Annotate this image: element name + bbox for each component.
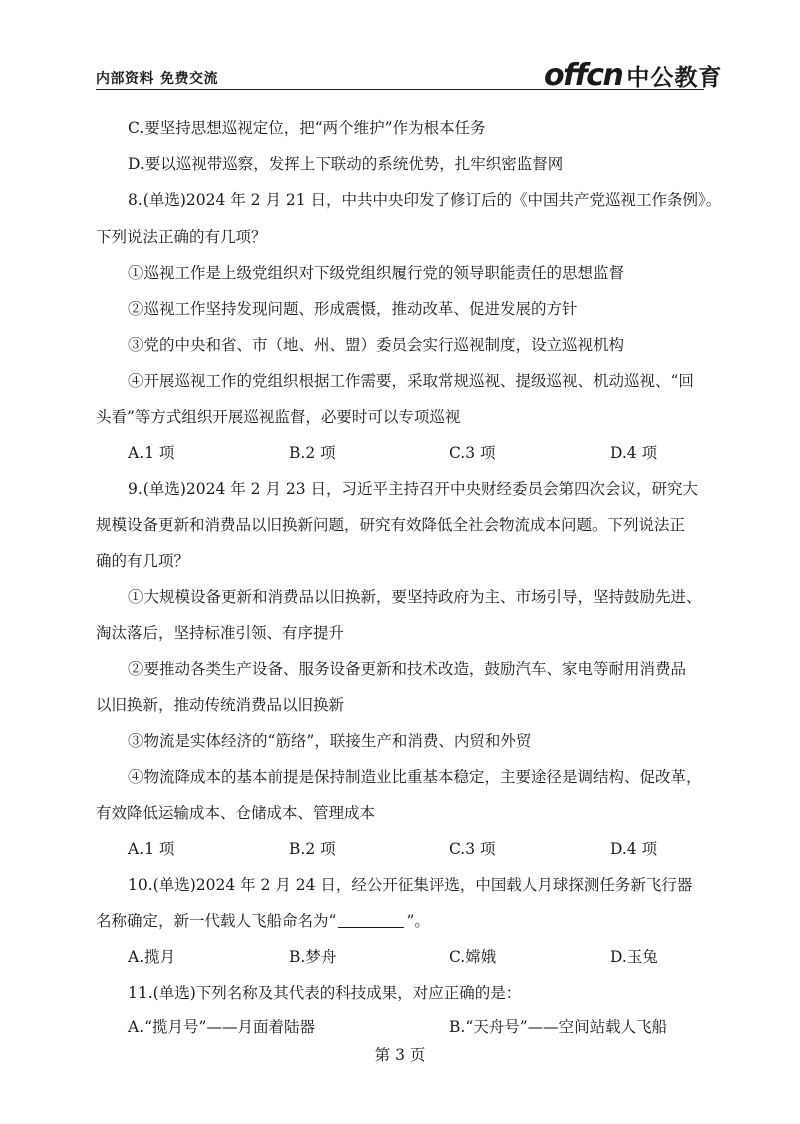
q8-option-c: C.3 项: [449, 444, 496, 462]
q9-statement-4: ④物流降成本的基本前提是保持制造业比重基本稳定，主要途径是调结构、促改革，: [128, 768, 702, 786]
question-11-stem: 11.(单选)下列名称及其代表的科技成果，对应正确的是：: [128, 984, 522, 1002]
question-9-stem-cont: 规模设备更新和消费品以旧换新问题，研究有效降低全社会物流成本问题。下列说法正: [96, 516, 686, 534]
header-label-free: 免费交流: [160, 71, 218, 87]
question-9-stem-end: 确的有几项？: [96, 552, 190, 570]
q10-option-d: D.玉兔: [610, 948, 658, 966]
question-8-stem-cont: 下列说法正确的有几项？: [96, 228, 267, 246]
q8-statement-4: ④开展巡视工作的党组织根据工作需要，采取常规巡视、提级巡视、机动巡视、“回: [128, 372, 694, 390]
q9-statement-2: ②要推动各类生产设备、服务设备更新和技术改造，鼓励汽车、家电等耐用消费品: [128, 660, 687, 678]
question-10-stem-cont: [96, 911, 430, 931]
q10-option-c: C.嫦娥: [449, 948, 497, 966]
offcn-logo: [544, 58, 723, 93]
q8-option-a: A.1 项: [128, 444, 175, 462]
header-confidential-label: [96, 68, 218, 88]
logo-chinese-text: 中公教育: [626, 65, 723, 91]
q9-statement-3: ③物流是实体经济的“筋络”，联接生产和消费、内贸和外贸: [128, 732, 532, 750]
question-9-stem: 9.(单选)2024 年 2 月 23 日，习近平主持召开中央财经委员会第四次会议，研究大: [128, 480, 699, 498]
q11-option-a: A.“揽月号”——月面着陆器: [128, 1018, 315, 1036]
q8-statement-1: ①巡视工作是上级党组织对下级党组织履行党的领导职能责任的思想监督: [128, 264, 625, 282]
header-divider: [96, 89, 704, 90]
q9-statement-1-cont: 淘汰落后，坚持标准引领、有序提升: [96, 624, 345, 642]
q10-option-a: A.揽月: [128, 948, 176, 966]
q8-statement-4-cont: 头看”等方式组织开展巡视监督，必要时可以专项巡视: [96, 408, 461, 426]
header-label-internal: 内部资料: [96, 71, 154, 87]
q9-option-a: A.1 项: [128, 840, 175, 858]
q9-option-c: C.3 项: [449, 840, 496, 858]
logo-latin-text: offcn: [544, 58, 623, 93]
q11-option-b: B.“天舟号”——空间站载人飞船: [449, 1018, 668, 1036]
option-d-previous: D.要以巡视带巡察，发挥上下联动的系统优势，扎牢织密监督网: [128, 155, 564, 173]
question-8-stem: 8.(单选)2024 年 2 月 21 日，中共中央印发了修订后的《中国共产党巡视工作条例》。: [128, 191, 722, 209]
q8-statement-2: ②巡视工作坚持发现问题、形成震慑，推动改革、促进发展的方针: [128, 300, 578, 318]
question-10-stem: 10.(单选)2024 年 2 月 24 日，经公开征集评选，中国载人月球探测任务新飞行器: [128, 876, 693, 894]
option-c-previous: C.要坚持思想巡视定位，把“两个维护”作为根本任务: [128, 119, 486, 137]
q9-statement-2-cont: 以旧换新，推动传统消费品以旧换新: [96, 696, 345, 714]
q9-statement-4-cont: 有效降低运输成本、仓储成本、管理成本: [96, 804, 376, 822]
q9-statement-1: ①大规模设备更新和消费品以旧换新，要坚持政府为主、市场引导，坚持鼓励先进、: [128, 588, 702, 606]
q8-statement-3: ③党的中央和省、市（地、州、盟）委员会实行巡视制度，设立巡视机构: [128, 336, 625, 354]
page-number: 第 3 页: [374, 1046, 426, 1064]
q8-option-d: D.4 项: [610, 444, 658, 462]
q10-stem-prefix: 名称确定，新一代载人飞船命名为“: [96, 912, 337, 930]
q10-option-b: B.梦舟: [289, 948, 337, 966]
q10-stem-suffix: ”。: [406, 912, 430, 930]
q8-option-b: B.2 项: [289, 444, 336, 462]
fill-in-blank: [338, 913, 404, 928]
q9-option-b: B.2 项: [289, 840, 336, 858]
q9-option-d: D.4 项: [610, 840, 658, 858]
